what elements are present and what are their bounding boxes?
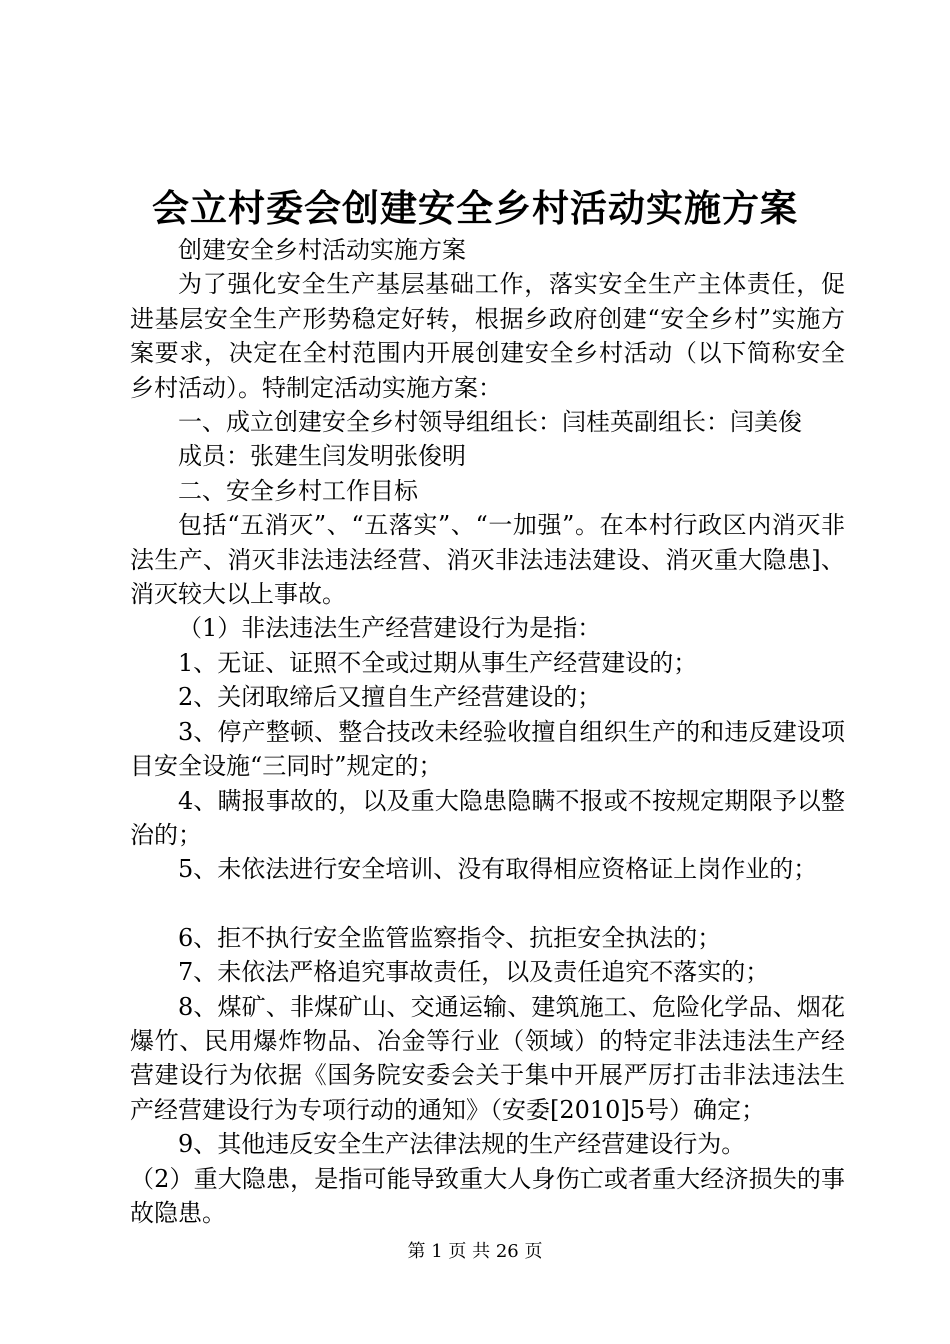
list-item-3: 3、停产整顿、整合技改未经验收擅自组织生产的和违反建设项目安全设施“三同时”规定的； <box>130 717 845 781</box>
list-item-4: 4、瞒报事故的，以及重大隐患隐瞒不报或不按规定期限予以整治的； <box>130 786 845 849</box>
page-footer: 第 1 页 共 26 页 <box>407 1241 543 1262</box>
list-item-8: 8、煤矿、非煤矿山、交通运输、建筑施工、危险化学品、烟花爆竹、民用爆炸物品、冶金等行业（领域）的特定非法违法生产经营建设行为依据《国务院安委会关于集中开展严厉打击非法违法生产经营建设行为专项行动的通知》（安委[2010]5号）确定； <box>130 992 845 1124</box>
list-item-9: 9、其他违反安全生产法律法规的生产经营建设行为。 <box>178 1130 746 1159</box>
paragraph-intro: 为了强化安全生产基层基础工作，落实安全生产主体责任，促进基层安全生产形势稳定好转，根据乡政府创建“安全乡村”实施方案要求，决定在全村范围内开展创建安全乡村活动（以下简称安全乡村活动）。特制定活动实施方案： <box>130 270 845 402</box>
paragraph-goals: 包括“五消灭”、“五落实”、“一加强”。在本村行政区内消灭非法生产、消灭非法违法经营、消灭非法违法建设、消灭重大隐患]、消灭较大以上事故。 <box>130 511 845 609</box>
document-body <box>130 233 845 1230</box>
paragraph-subtitle: 创建安全乡村活动实施方案 <box>178 236 466 264</box>
list-item-1: 1、无证、证照不全或过期从事生产经营建设的； <box>178 648 698 677</box>
paragraph-major-hazard: （2）重大隐患，是指可能导致重大人身伤亡或者重大经济损失的事故隐患。 <box>130 1164 845 1227</box>
paragraph-leadership: 一、成立创建安全乡村领导组组长：闫桂英副组长：闫美俊 <box>178 408 802 437</box>
document-title: 会立村委会创建安全乡村活动实施方案 <box>152 186 798 230</box>
list-item-7: 7、未依法严格追究事故责任，以及责任追究不落实的； <box>178 958 770 987</box>
list-item-2: 2、关闭取缔后又擅自生产经营建设的； <box>178 683 602 712</box>
list-item-6: 6、拒不执行安全监管监察指令、抗拒安全执法的； <box>178 923 722 952</box>
paragraph-members: 成员：张建生闫发明张俊明 <box>178 442 466 471</box>
list-item-5: 5、未依法进行安全培训、没有取得相应资格证上岗作业的； <box>178 855 818 884</box>
section-heading-goals: 二、安全乡村工作目标 <box>178 476 418 505</box>
paragraph-illegal-definition: （1）非法违法生产经营建设行为是指： <box>178 614 602 643</box>
